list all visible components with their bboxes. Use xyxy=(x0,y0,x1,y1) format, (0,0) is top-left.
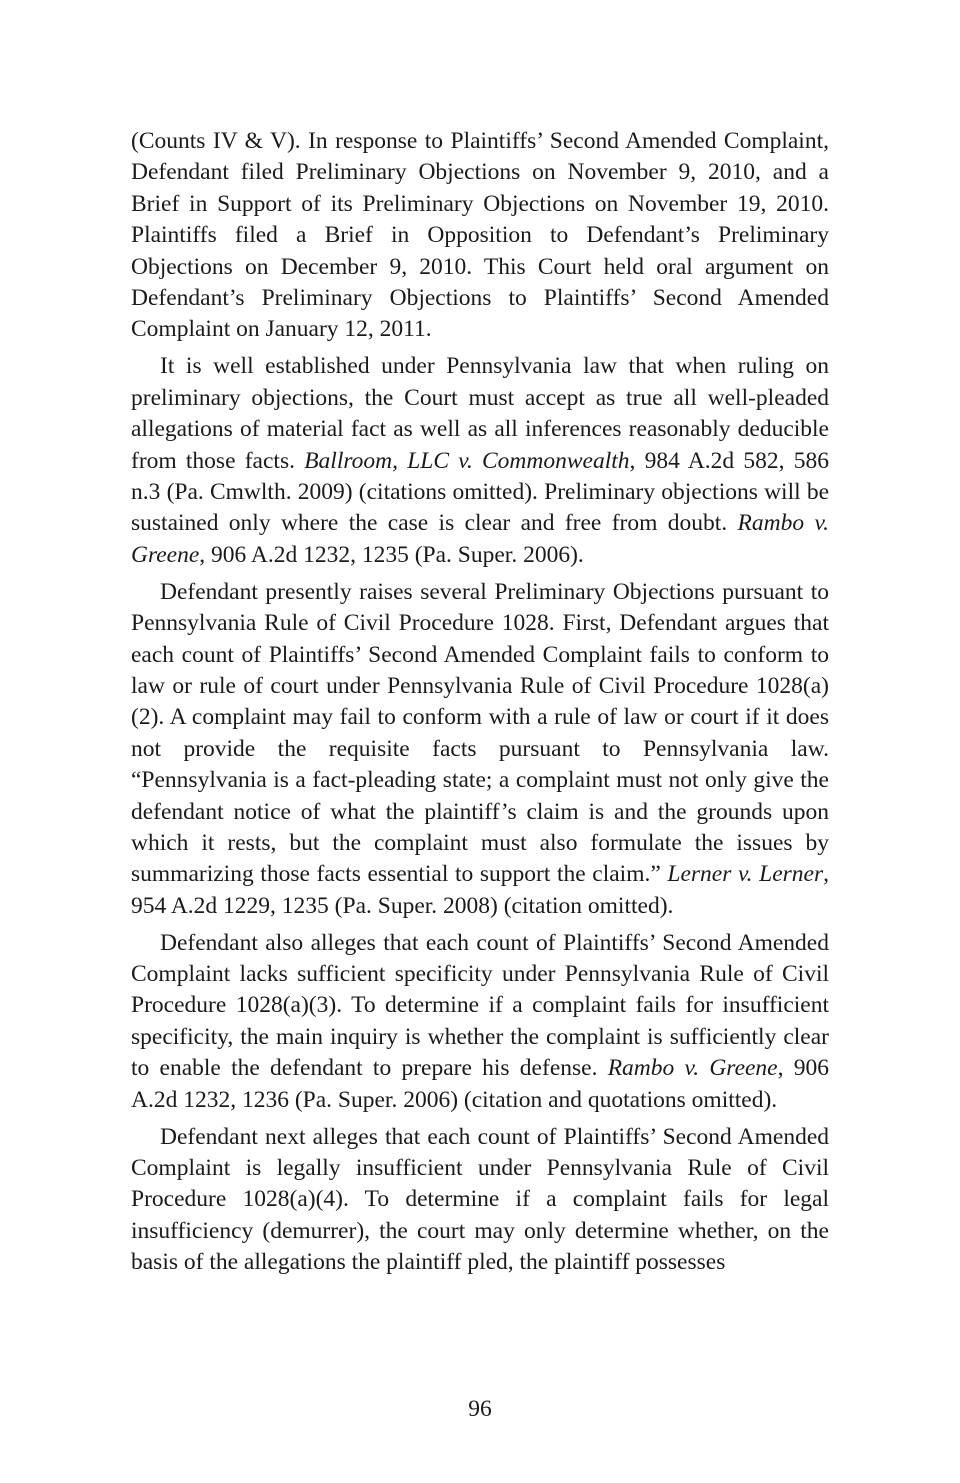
case-citation-rambo: Rambo v. Greene xyxy=(131,510,830,568)
paragraph-2-text-3: , 906 A.2d 1232, 1235 (Pa. Super. 2006). xyxy=(199,541,584,568)
paragraph-5-text-1: Defendant next alleges that each count of Plaintiffs’ Second Amended Complaint is legally insufficient under Pennsylvania Rule of Civil Procedure 1028(a)(4). To determine if a complaint fails for legal insufficiency (demurrer), the court may only determine whether, on the basis of the allegations the plaintiff pled, the plaintiff possesses xyxy=(131,1123,829,1276)
document-body xyxy=(131,126,829,1284)
paragraph-4-text-2: , 906 A.2d 1232, 1236 (Pa. Super. 2006) (citation and quotations omitted). xyxy=(131,1055,829,1113)
paragraph-1 xyxy=(131,126,829,346)
paragraph-3-text-2: , 954 A.2d 1229, 1235 (Pa. Super. 2008) (citation omitted). xyxy=(131,861,829,919)
paragraph-2 xyxy=(131,351,829,571)
case-citation-ballroom: Ballroom, LLC v. Commonwealth xyxy=(304,447,630,474)
paragraph-4 xyxy=(131,928,829,1116)
paragraph-2-text-2: , 984 A.2d 582, 586 n.3 (Pa. Cmwlth. 2009) (citations omitted). Preliminary objections will be sustained only where the case is clear and free from doubt. xyxy=(131,447,829,537)
paragraph-4-text-1: Defendant also alleges that each count of Plaintiffs’ Second Amended Complaint lacks sufficient specificity under Pennsylvania Rule of Civil Procedure 1028(a)(3). To determine if a complaint fails for insufficient specificity, the main inquiry is whether the complaint is sufficiently clear to enable the defendant to prepare his defense. xyxy=(131,929,829,1082)
page-number: 96 xyxy=(468,1396,492,1422)
paragraph-1-text-1: (Counts IV & V). In response to Plaintiffs’ Second Amended Complaint, Defendant filed Preliminary Objections on November 9, 2010, and a Brief in Support of its Preliminary Objections on November 19, 2010. Plaintiffs filed a Brief in Opposition to Defendant’s Preliminary Objections on December 9, 2010. This Court held oral argument on Defendant’s Preliminary Objections to Plaintiffs’ Second Amended Complaint on January 12, 2011. xyxy=(131,128,829,343)
paragraph-3 xyxy=(131,577,829,922)
case-citation-rambo-2: Rambo v. Greene xyxy=(607,1055,778,1082)
case-citation-lerner: Lerner v. Lerner xyxy=(667,861,824,888)
paragraph-3-text-1: Defendant presently raises several Preliminary Objections pursuant to Pennsylvania Rule of Civil Procedure 1028. First, Defendant argues that each count of Plaintiffs’ Second Amended Complaint fails to conform to law or rule of court under Pennsylvania Rule of Civil Procedure 1028(a)(2). A complaint may fail to conform with a rule of law or court if it does not provide the requisite facts pursuant to Pennsylvania law. “Pennsylvania is a fact-pleading state; a complaint must not only give the defendant notice of what the plaintiff’s claim is and the grounds upon which it rests, but the complaint must also formulate the issues by summarizing those facts essential to support the claim.” xyxy=(131,578,829,888)
paragraph-2-text-1: It is well established under Pennsylvania law that when ruling on preliminary objections, the Court must accept as true all well-pleaded allegations of material fact as well as all inferences reasonably deducible from those facts. xyxy=(131,353,829,474)
paragraph-5 xyxy=(131,1122,829,1279)
